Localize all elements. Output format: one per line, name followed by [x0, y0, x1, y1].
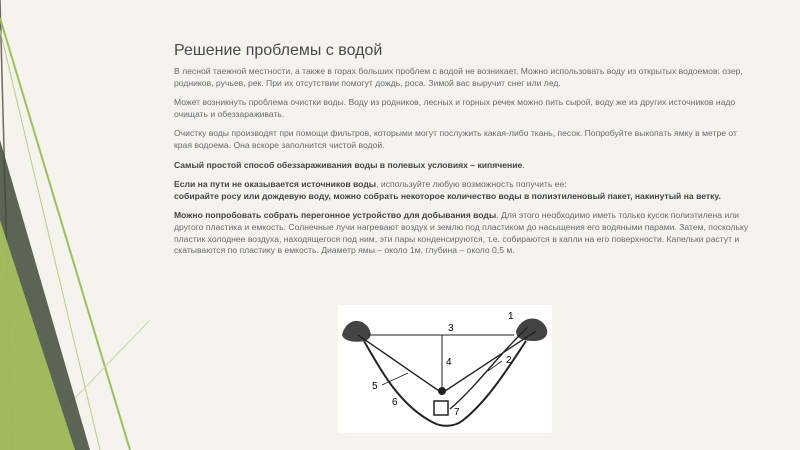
paragraph-5-bold-1: Если на пути не оказывается источников воды [174, 179, 377, 190]
solar-still-diagram [338, 305, 552, 433]
deco-triangle-green [0, 220, 75, 450]
paragraph-5-bold-2: собирайте росу или дождевую воду, можно собрать некоторое количество воды в полиэтиленовый пакет, накинутый на ветку. [174, 190, 721, 201]
paragraph-3: Очистку воды производят при помощи фильтров, которыми могут послужить какая-либо ткань, песок. Попробуйте выкопать ямку в метре от края водоема. Она вскоре заполнится чистой водой. [174, 128, 737, 150]
label-1: 1 [508, 311, 514, 322]
drinking-tube [450, 327, 528, 409]
paragraph-6-normal: . Для этого необходимо иметь только кусок полиэтилена или другого пластика и емкость. Солнечные лучи нагревают воздух и землю под пластиком до насыщения его водяными парами. Затем, поскольку пластик холоднее воздуха, находящегося под ним, эти пары конденсируются, т.е. собираются в капли на его поверхности. Капельки растут и скатываются по пластику в емкость. Диаметр ямы – около 1м, глубина – около 0,5 м. [174, 210, 749, 256]
weight-stone [438, 387, 446, 395]
slide-content [174, 42, 754, 265]
paragraph-6-bold: Можно попробовать собрать перегонное устройство для добывания воды [174, 210, 497, 221]
label-7: 7 [454, 407, 460, 418]
label-5: 5 [372, 381, 378, 392]
decorative-lines [0, 0, 150, 450]
paragraph-6 [174, 210, 754, 256]
label-2: 2 [506, 355, 512, 366]
paragraph-4 [174, 160, 754, 172]
label-3: 3 [448, 323, 454, 334]
right-mound [516, 318, 547, 341]
paragraph-5-normal: , используйте любую возможность получить ее: [376, 179, 567, 190]
paragraph-1: В лесной таежной местности, а также в горах больших проблем с водой не возникает. Можно использовать воду из открытых водоемов: озер, родников, ручьев, рек. При их отсутствии помогут дождь, роса. Зимой вас выручит снег или лед. [174, 66, 743, 88]
paragraph-5 [174, 179, 754, 202]
slide-title: Решение проблемы с водой [174, 42, 383, 59]
paragraph-4-end: . [522, 159, 525, 170]
paragraph-4-bold: Самый простой способ обеззараживания воды в полевых условиях – кипячение [174, 159, 523, 170]
left-mound [342, 321, 371, 342]
label-6: 6 [392, 397, 398, 408]
container [434, 401, 448, 415]
label-4: 4 [446, 357, 452, 368]
paragraph-2: Может возникнуть проблема очистки воды. Воду из родников, лесных и горных речек можно пить сырой, воду же из других источников надо очищать и обеззараживать. [174, 97, 736, 119]
